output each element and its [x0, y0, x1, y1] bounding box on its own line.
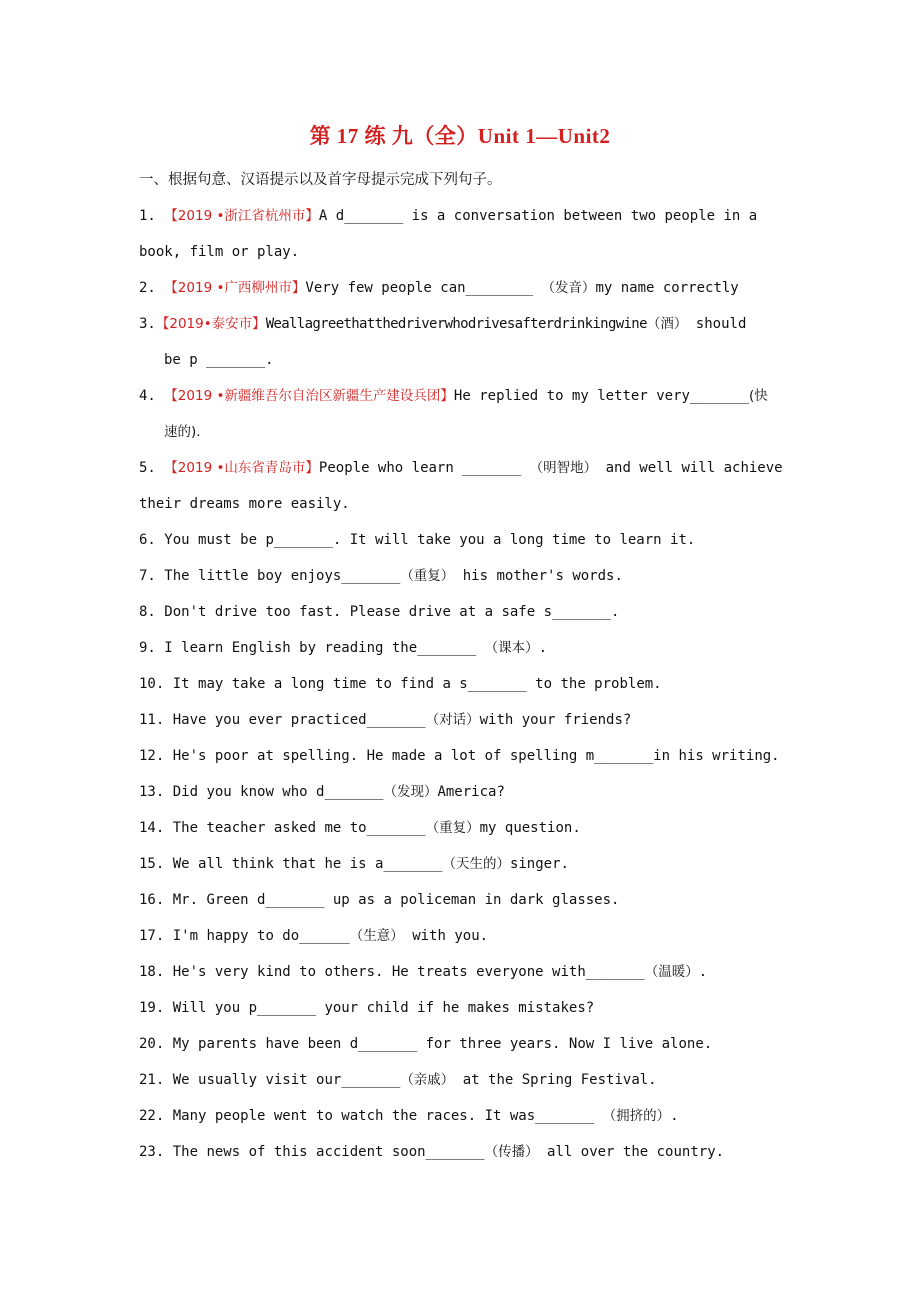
item-number: 15. [139, 856, 165, 872]
list-item [139, 954, 819, 990]
chinese-hint: （生意） [349, 928, 404, 944]
exercise-list [139, 198, 819, 1170]
item-text: My parents have been d_______ for three years. Now I live alone. [172, 1036, 713, 1052]
list-item [139, 450, 819, 486]
item-text: It may take a long time to find a s_______ to the problem. [172, 676, 662, 692]
item-number: 8. [139, 604, 156, 620]
item-text: . [538, 640, 548, 656]
page-title: 第 17 练 九（全）Unit 1—Unit2 [309, 124, 611, 148]
item-text: with your friends? [479, 712, 632, 728]
item-number: 1. [139, 208, 156, 224]
item-text: . [698, 964, 708, 980]
item-text: 速的). [164, 424, 201, 440]
chinese-hint: （重复） [400, 568, 455, 584]
list-item-continuation [139, 414, 819, 450]
chinese-hint: （明智地） [529, 460, 598, 476]
list-item [139, 630, 819, 666]
list-item [139, 990, 819, 1026]
source-tag: 【2019 •广西柳州市】 [164, 280, 306, 296]
item-number: 4. [139, 388, 156, 404]
item-text: Many people went to watch the races. It was_______ [172, 1108, 595, 1124]
item-text: their dreams more easily. [139, 496, 350, 512]
item-text: my question. [479, 820, 581, 836]
item-number: 13. [139, 784, 165, 800]
item-text: He's poor at spelling. He made a lot of spelling m_______in his writing. [172, 748, 780, 764]
item-number: 14. [139, 820, 165, 836]
list-item [139, 306, 819, 342]
item-number: 12. [139, 748, 165, 764]
chinese-hint: （发现） [383, 784, 438, 800]
item-text: . [670, 1108, 679, 1124]
list-item [139, 918, 819, 954]
item-text: We usually visit our_______ [172, 1072, 401, 1088]
chinese-hint: （酒） [646, 316, 688, 332]
item-number: 2. [139, 280, 156, 296]
list-item [139, 198, 819, 234]
item-text: I learn English by reading the_______ [164, 640, 477, 656]
list-item [139, 270, 819, 306]
item-text: You must be p_______. It will take you a long time to learn it. [164, 532, 696, 548]
item-text: The news of this accident soon_______ [172, 1144, 485, 1160]
list-item [139, 1098, 819, 1134]
chinese-hint: （发音） [541, 280, 596, 296]
item-text: Mr. Green d_______ up as a policeman in dark glasses. [172, 892, 620, 908]
item-text: and well will achieve [605, 460, 783, 476]
list-item [139, 1134, 819, 1170]
item-text: Don't drive too fast. Please drive at a safe s_______. [164, 604, 620, 620]
item-number: 23. [139, 1144, 165, 1160]
source-tag: 【2019 •浙江省杭州市】 [164, 208, 319, 224]
list-item-continuation [139, 486, 819, 522]
item-text: America? [437, 784, 505, 800]
chinese-hint: （拥挤的） [602, 1108, 671, 1124]
list-item [139, 774, 819, 810]
chinese-hint: （亲戚） [400, 1072, 455, 1088]
list-item [139, 846, 819, 882]
item-text: singer. [509, 856, 569, 872]
item-number: 17. [139, 928, 165, 944]
item-number: 19. [139, 1000, 165, 1016]
list-item [139, 882, 819, 918]
list-item [139, 522, 819, 558]
chinese-hint: (快 [748, 388, 768, 404]
item-number: 3. [139, 316, 156, 332]
item-text: We all think that he is a_______ [172, 856, 443, 872]
list-item [139, 702, 819, 738]
chinese-hint: （对话） [425, 712, 480, 728]
item-text: A d_______ is a conversation between two people in a [318, 208, 758, 224]
item-text: He's very kind to others. He treats everyone with_______ [172, 964, 645, 980]
item-number: 20. [139, 1036, 165, 1052]
list-item [139, 738, 819, 774]
item-text: book, film or play. [139, 244, 300, 260]
item-number: 10. [139, 676, 165, 692]
item-number: 22. [139, 1108, 165, 1124]
item-text: Very few people can________ [305, 280, 533, 296]
item-text: with you. [412, 928, 489, 944]
item-number: 6. [139, 532, 156, 548]
item-number: 21. [139, 1072, 165, 1088]
item-number: 11. [139, 712, 165, 728]
item-text: his mother's words. [462, 568, 623, 584]
item-number: 5. [139, 460, 156, 476]
item-text: Will you p_______ your child if he makes mistakes? [172, 1000, 595, 1016]
source-tag: 【2019 •新疆维吾尔自治区新疆生产建设兵团】 [164, 388, 454, 404]
list-item [139, 594, 819, 630]
section-heading: 一、根据句意、汉语提示以及首字母提示完成下列句子。 [139, 172, 502, 188]
item-text: He replied to my letter very_______ [453, 388, 749, 404]
chinese-hint: （重复） [425, 820, 480, 836]
item-text: my name correctly [595, 280, 739, 296]
item-text: The teacher asked me to_______ [172, 820, 426, 836]
item-number: 9. [139, 640, 156, 656]
chinese-hint: （天生的） [442, 856, 510, 872]
list-item [139, 666, 819, 702]
item-text: Have you ever practiced_______ [172, 712, 426, 728]
list-item-continuation [139, 234, 819, 270]
item-text: People who learn _______ [318, 460, 522, 476]
item-number: 7. [139, 568, 156, 584]
list-item [139, 810, 819, 846]
item-text: Did you know who d_______ [172, 784, 384, 800]
list-item-continuation [139, 342, 819, 378]
chinese-hint: （温暖） [644, 964, 699, 980]
item-text: all over the country. [547, 1144, 725, 1160]
source-tag: 【2019 •山东省青岛市】 [164, 460, 319, 476]
chinese-hint: （课本） [484, 640, 539, 656]
item-number: 16. [139, 892, 165, 908]
item-number: 18. [139, 964, 165, 980]
item-text: be p _______. [164, 352, 274, 368]
item-text: The little boy enjoys_______ [164, 568, 401, 584]
chinese-hint: （传播） [484, 1144, 539, 1160]
list-item [139, 1026, 819, 1062]
source-tag: 【2019•泰安市】 [155, 316, 266, 332]
item-text: should [695, 316, 747, 332]
list-item [139, 558, 819, 594]
item-text: at the Spring Festival. [462, 1072, 657, 1088]
list-item [139, 378, 819, 414]
list-item [139, 1062, 819, 1098]
item-text: Weallagreethatthedriverwhodrivesafterdrinkingwine [265, 316, 647, 332]
item-text: I'm happy to do______ [172, 928, 350, 944]
